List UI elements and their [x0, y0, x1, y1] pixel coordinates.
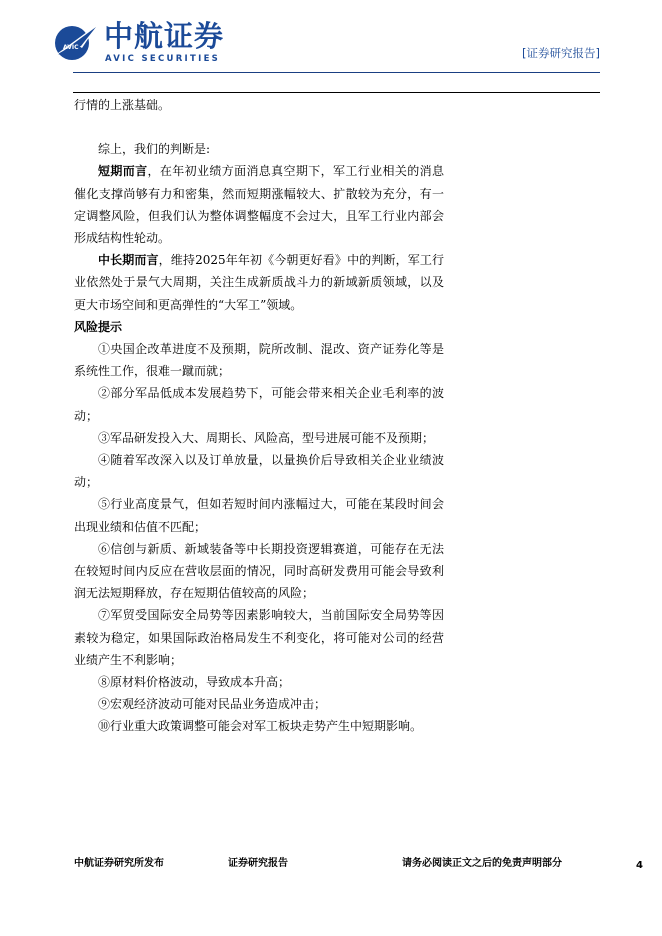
risk-item: ④随着军改深入以及订单放量，以量换价后导致相关企业业绩波动； [74, 453, 444, 490]
mid-long-term-text: ，维持2025年年初《今朝更好看》中的判断，军工行业依然处于景气大周期，关注生成新质战斗力的新域新质领域，以及更大市场空间和更高弹性的“大军工”领域。 [74, 253, 444, 312]
risk-item: ⑩行业重大政策调整可能会对军工板块走势产生中短期影响。 [98, 719, 423, 734]
risk-item: ⑨宏观经济波动可能对民品业务造成冲击； [98, 697, 327, 712]
mid-long-term-paragraph [74, 249, 444, 316]
footer-disclaimer: 请务必阅读正文之后的免责声明部分 [402, 858, 562, 869]
page-footer [0, 855, 662, 875]
page-header [0, 0, 662, 100]
risk-section-title: 风险提示 [74, 319, 123, 334]
brand-name-cn: 中航证券 [104, 19, 225, 53]
short-term-text: ，在年初业绩方面消息真空期下，军工行业相关的消息催化支撑尚够有力和密集，然而短期涨幅较大、扩散较为充分，有一定调整风险，但我们认为整体调整幅度不会过大，且军工行业内部会形成结构性轮动。 [74, 164, 444, 246]
brand-name-en: AVIC SECURITIES [105, 54, 221, 64]
intro-paragraph: 行情的上涨基础。 [74, 98, 171, 112]
short-term-lead: 短期而言 [98, 164, 148, 179]
short-term-paragraph [74, 160, 444, 249]
footer-doc-type: 证券研究报告 [228, 858, 288, 869]
svg-text:AVIC: AVIC [63, 44, 79, 51]
risk-item: ⑤行业高度景气，但如若短时间内涨幅过大，可能在某段时间会出现业绩和估值不匹配； [74, 497, 444, 534]
risk-item: ⑦军贸受国际安全局势等因素影响较大，当前国际安全局势等因素较为稳定，如果国际政治格局发生不利变化，将可能对公司的经营业绩产生不利影响； [74, 608, 444, 667]
report-type-tag: [证券研究报告] [522, 46, 600, 60]
header-rule-blue [73, 72, 600, 73]
header-rule [73, 92, 600, 93]
paragraph-gap [74, 116, 444, 138]
risk-item: ②部分军品低成本发展趋势下，可能会带来相关企业毛利率的波动； [74, 386, 444, 423]
footer-publisher: 中航证券研究所发布 [74, 858, 164, 869]
mid-long-term-lead: 中长期而言 [98, 253, 159, 268]
page-number: 4 [636, 860, 643, 871]
risk-item: ⑧原材料价格波动，导致成本升高； [98, 675, 291, 690]
risk-item: ⑥信创与新质、新域装备等中长期投资逻辑赛道，可能存在无法在较短时间内反应在营收层面的情况，同时高研发费用可能会导致利润无法短期释放，存在短期估值较高的风险； [74, 541, 444, 601]
summary-line: 综上，我们的判断是: [98, 142, 211, 157]
risk-item: ③军品研发投入大、周期长、风险高，型号进展可能不及预期； [98, 430, 435, 445]
avic-plane-logo-icon [52, 22, 100, 62]
main-content [74, 94, 444, 738]
risk-item: ①央国企改革进度不及预期，院所改制、混改、资产证券化等是系统性工作，很难一蹴而就； [74, 342, 444, 379]
